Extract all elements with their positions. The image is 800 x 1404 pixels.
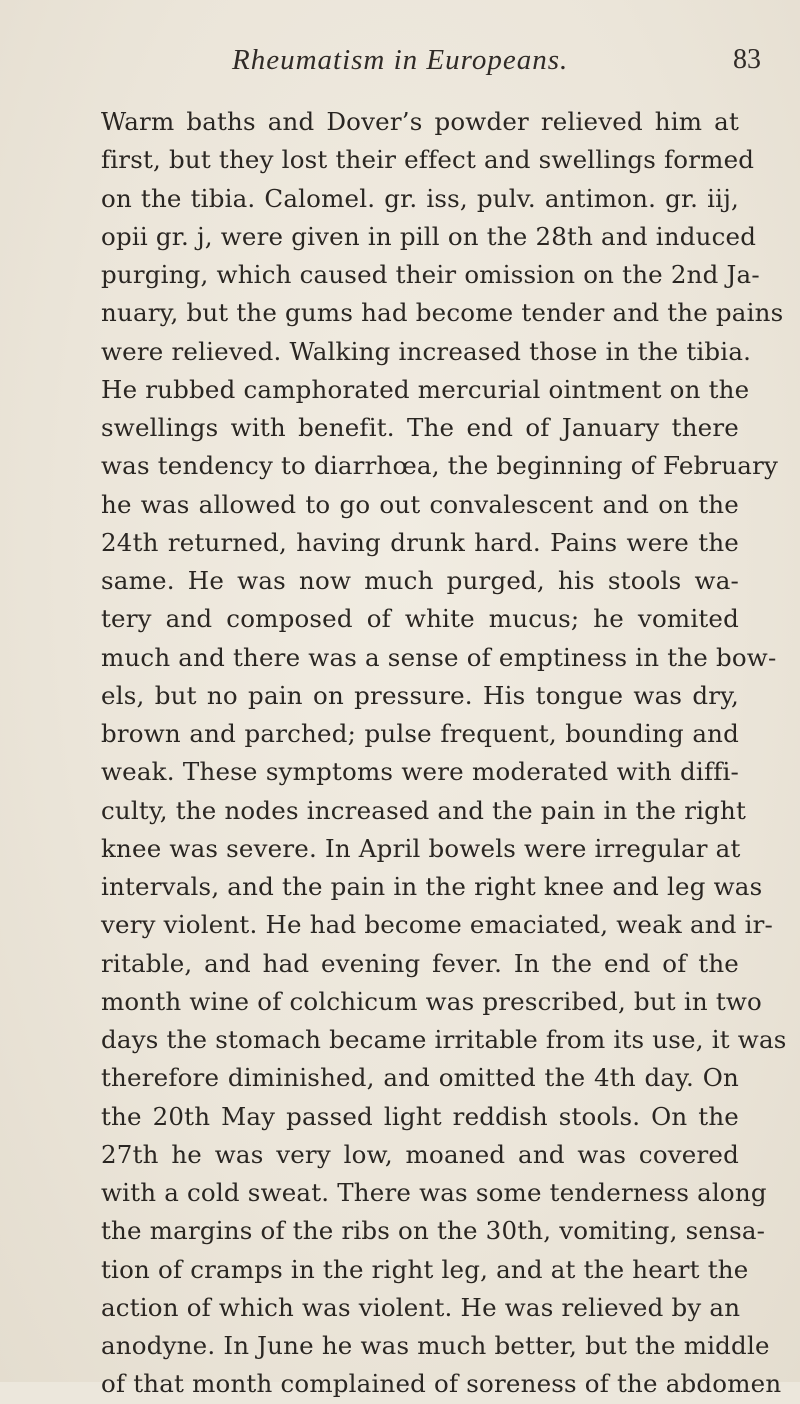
text-line: the margins of the ribs on the 30th, vomiting, sensa-: [101, 1216, 766, 1246]
text-line: 27th he was very low, moaned and was covered: [101, 1139, 739, 1169]
text-line: Warm baths and Dover’s powder relieved him at: [101, 107, 739, 136]
text-line: culty, the nodes increased and the pain in the right: [101, 795, 747, 825]
text-line: he was allowed to go out convalescent and on the: [101, 489, 739, 519]
text-line: nuary, but the gums had become tender and the pains: [101, 298, 784, 328]
text-line: of that month complained of soreness of the abdomen: [101, 1369, 782, 1399]
text-line: knee was severe. In April bowels were irregular at: [101, 833, 741, 863]
text-line: ritable, and had evening fever. In the end of the: [101, 948, 739, 978]
text-line: action of which was violent. He was relieved by an: [101, 1292, 741, 1322]
text-line: tery and composed of white mucus; he vomited: [101, 604, 739, 634]
text-line: 24th returned, having drunk hard. Pains were the: [101, 527, 739, 557]
text-line: on the tibia. Calomel. gr. iss, pulv. antimon. gr. iij,: [101, 183, 739, 213]
body-text: [101, 103, 787, 1404]
text-line: same. He was now much purged, his stools wa-: [101, 566, 739, 595]
text-line: the 20th May passed light reddish stools. On the: [101, 1101, 739, 1131]
text-line: tion of cramps in the right leg, and at the heart the: [101, 1254, 749, 1284]
text-line: anodyne. In June he was much better, but the middle: [101, 1331, 770, 1360]
text-line: days the stomach became irritable from its use, it was: [101, 1025, 787, 1054]
text-line: intervals, and the pain in the right knee and leg was: [101, 872, 763, 901]
text-line: brown and parched; pulse frequent, bounding and: [101, 719, 739, 748]
text-line: els, but no pain on pressure. His tongue was dry,: [101, 680, 739, 710]
text-line: were relieved. Walking increased those in the tibia.: [101, 336, 752, 366]
text-line: He rubbed camphorated mercurial ointment on the: [101, 374, 750, 404]
text-line: opii gr. j, were given in pill on the 28th and induced: [101, 221, 757, 251]
text-line: very violent. He had become emaciated, weak and ir-: [101, 910, 774, 940]
text-line: weak. These symptoms were moderated with diffi-: [101, 757, 739, 787]
text-line: with a cold sweat. There was some tenderness along: [101, 1178, 767, 1207]
text-line: first, but they lost their effect and swellings formed: [101, 145, 755, 175]
text-line: was tendency to diarrhœa, the beginning of February: [101, 451, 779, 481]
text-line: purging, which caused their omission on the 2nd Ja-: [101, 260, 760, 289]
text-line: therefore diminished, and omitted the 4th day. On: [101, 1063, 739, 1093]
text-line: much and there was a sense of emptiness in the bow-: [101, 642, 777, 672]
page-number: 83: [733, 44, 761, 75]
running-head-title: Rheumatism in Europeans.: [232, 44, 569, 76]
text-line: swellings with benefit. The end of January there: [101, 413, 739, 442]
text-line: month wine of colchicum was prescribed, but in two: [101, 986, 762, 1016]
